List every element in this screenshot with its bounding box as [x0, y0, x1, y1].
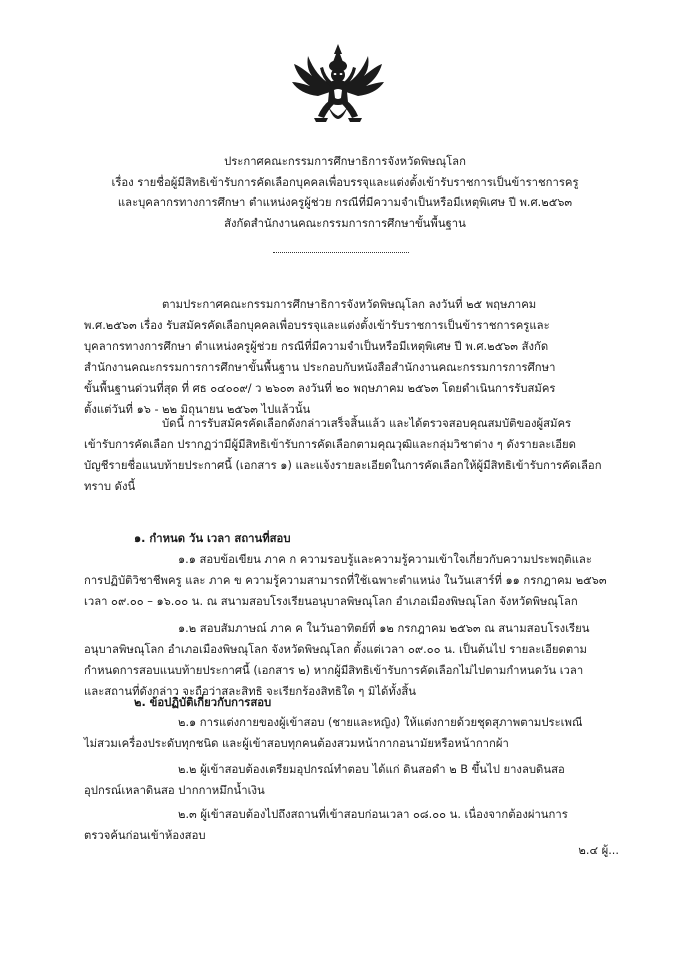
paragraph-1 [84, 294, 619, 420]
page-continuation-marker: ๒.๔ ผู้... [578, 844, 619, 857]
section-2-item-1 [84, 712, 619, 754]
paragraph-line: ๑.๑ สอบข้อเขียน ภาค ก ความรอบรู้และความรู้ความเข้าใจเกี่ยวกับความประพฤติและ [178, 553, 592, 566]
paragraph-line: การปฏิบัติวิชาชีพครู และ ภาค ข ความรู้ความสามารถที่ใช้เฉพาะตำแหน่ง ในวันเสาร์ที่ ๑๑ กรกฎาคม ๒๕๖๓ [84, 574, 607, 587]
paragraph-line: สำนักงานคณะกรรมการการศึกษาขั้นพื้นฐาน ประกอบกับหนังสือสำนักงานคณะกรรมการการศึกษา [84, 361, 556, 374]
paragraph-line: ทราบ ดังนี้ [84, 480, 136, 493]
paragraph-line: เข้ารับการคัดเลือก ปรากฏว่ามีผู้มีสิทธิเข้ารับการคัดเลือกตามคุณวุฒิและกลุ่มวิชาต่าง ๆ ดังรายละเอียด [84, 438, 576, 451]
section-1-item-2 [84, 618, 619, 702]
announcement-subject-line-1: เรื่อง รายชื่อผู้มีสิทธิเข้ารับการคัดเลือกบุคคลเพื่อบรรจุและแต่งตั้งเข้ารับราชการเป็นข้าราชการครู [111, 175, 579, 189]
paragraph-line: ไม่สวมเครื่องประดับทุกชนิด และผู้เข้าสอบทุกคนต้องสวมหน้ากากอนามัยหรือหน้ากากผ้า [84, 737, 509, 750]
paragraph-line: เวลา ๐๙.๐๐ – ๑๖.๐๐ น. ณ สนามสอบโรงเรียนอนุบาลพิษณุโลก อำเภอเมืองพิษณุโลก จังหวัดพิษณุโลก [84, 595, 578, 608]
paragraph-line: ตามประกาศคณะกรรมการศึกษาธิการจังหวัดพิษณุโลก ลงวันที่ ๒๕ พฤษภาคม [162, 298, 537, 311]
paragraph-line: กำหนดการสอบแนบท้ายประกาศนี้ (เอกสาร ๒) หากผู้มีสิทธิเข้ารับการคัดเลือกไม่ไปตามกำหนดวัน เวลา [84, 664, 584, 677]
section-heading: ๑. กำหนด วัน เวลา สถานที่สอบ [134, 532, 291, 545]
section-2-item-3 [84, 804, 619, 846]
paragraph-line: ๒.๓ ผู้เข้าสอบต้องไปถึงสถานที่เข้าสอบก่อนเวลา ๐๘.๐๐ น. เนื่องจากต้องผ่านการ [178, 808, 568, 821]
announcement-header [70, 152, 620, 234]
garuda-emblem-icon [288, 42, 388, 132]
paragraph-line: อุปกรณ์เหลาดินสอ ปากกาหมึกน้ำเงิน [84, 784, 265, 797]
paragraph-line: บุคลากรทางการศึกษา ตำแหน่งครูผู้ช่วย กรณีที่มีความจำเป็นหรือมีเหตุพิเศษ ปี พ.ศ.๒๕๖๓ สังกัด [84, 340, 549, 353]
paragraph-line: บัญชีรายชื่อแนบท้ายประกาศนี้ (เอกสาร ๑) และแจ้งรายละเอียดในการคัดเลือกให้ผู้มีสิทธิเข้ารับการคัดเลือก [84, 459, 602, 472]
dotted-separator [273, 252, 409, 253]
paragraph-line: พ.ศ.๒๕๖๓ เรื่อง รับสมัครคัดเลือกบุคคลเพื่อบรรจุและแต่งตั้งเข้ารับราชการเป็นข้าราชการครูและ [84, 319, 550, 332]
section-2-item-2 [84, 759, 619, 801]
announcement-title: ประกาศคณะกรรมการศึกษาธิการจังหวัดพิษณุโลก [224, 155, 466, 168]
paragraph-line: ขั้นพื้นฐานด่วนที่สุด ที่ ศธ ๐๔๐๐๙/ ว ๒๖๐๓ ลงวันที่ ๒๐ พฤษภาคม ๒๕๖๓ โดยดำเนินการรับสมัคร [84, 382, 556, 395]
paragraph-line: ๑.๒ สอบสัมภาษณ์ ภาค ค ในวันอาทิตย์ที่ ๑๒ กรกฎาคม ๒๕๖๓ ณ สนามสอบโรงเรียน [178, 622, 590, 635]
announcement-subject-line-2: และบุคลากรทางการศึกษา ตำแหน่งครูผู้ช่วย กรณีที่มีความจำเป็นหรือมีเหตุพิเศษ ปี พ.ศ.๒๕๖๓ [117, 196, 573, 209]
paragraph-line: และสถานที่ดังกล่าว จะถือว่าสละสิทธิ จะเรียกร้องสิทธิใด ๆ มิได้ทั้งสิ้น [84, 685, 416, 698]
paragraph-line: ๒.๒ ผู้เข้าสอบต้องเตรียมอุปกรณ์ทำตอบ ได้แก่ ดินสอดำ ๒ B ขึ้นไป ยางลบดินสอ [178, 763, 565, 776]
section-1-heading-block [84, 528, 619, 549]
section-heading: ๒. ข้อปฏิบัติเกี่ยวกับการสอบ [134, 696, 272, 709]
paragraph-2 [84, 413, 619, 497]
section-2-heading-block [84, 692, 619, 713]
announcement-subject-line-3: สังกัดสำนักงานคณะกรรมการการศึกษาขั้นพื้นฐาน [224, 216, 466, 230]
section-1-item-1 [84, 549, 619, 612]
paragraph-line: บัดนี้ การรับสมัครคัดเลือกดังกล่าวเสร็จสิ้นแล้ว และได้ตรวจสอบคุณสมบัติของผู้สมัคร [162, 417, 572, 430]
paragraph-line: ตรวจค้นก่อนเข้าห้องสอบ [84, 829, 206, 842]
paragraph-line: อนุบาลพิษณุโลก อำเภอเมืองพิษณุโลก จังหวัดพิษณุโลก ตั้งแต่เวลา ๐๙.๐๐ น. เป็นต้นไป รายละเอียดตาม [84, 643, 588, 656]
paragraph-line: ตั้งแต่วันที่ ๑๖ - ๒๒ มิถุนายน ๒๕๖๓ ไปแล้วนั้น [84, 403, 311, 416]
paragraph-line: ๒.๑ การแต่งกายของผู้เข้าสอบ (ชายและหญิง) ให้แต่งกายด้วยชุดสุภาพตามประเพณี [178, 716, 583, 729]
